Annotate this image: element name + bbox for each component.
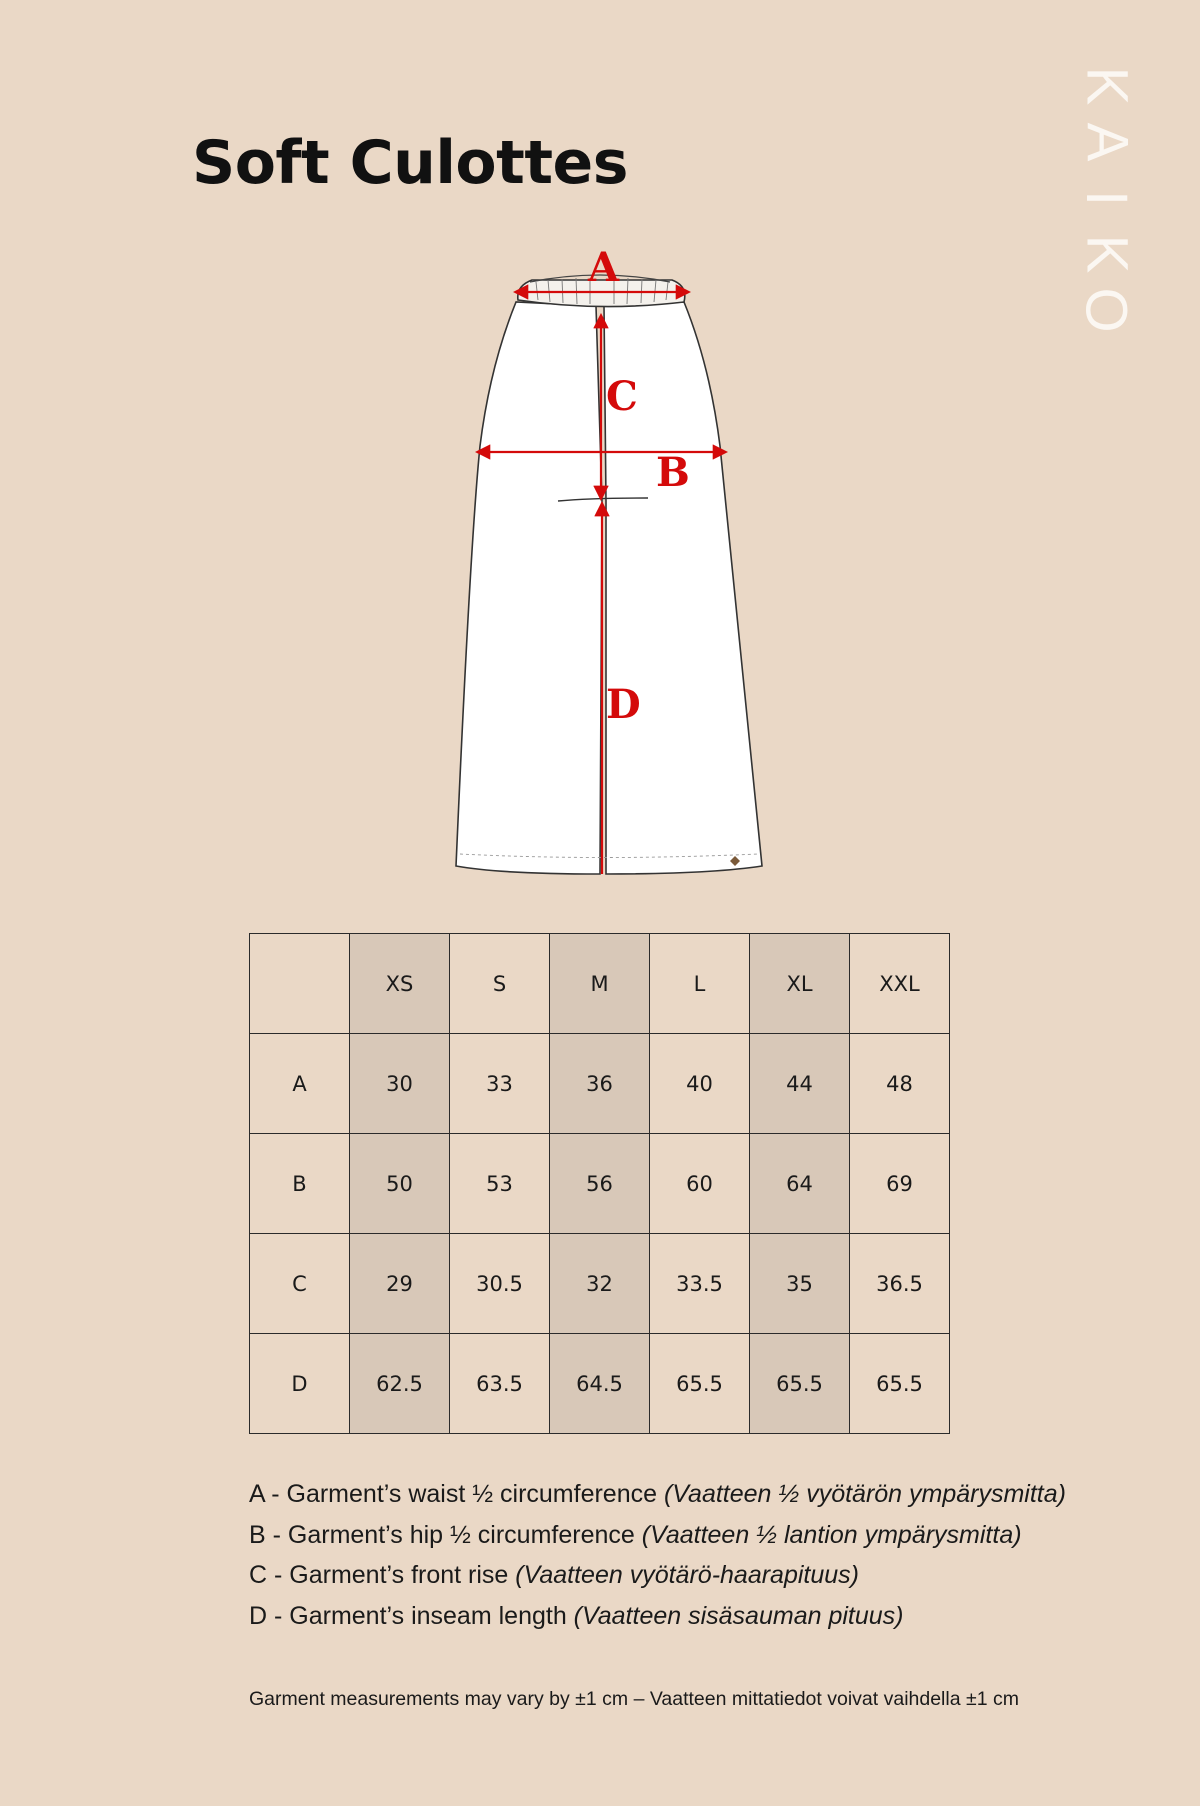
label-c: C bbox=[606, 373, 638, 420]
brand-letter: O bbox=[1074, 287, 1139, 333]
measurement-cell: 33.5 bbox=[650, 1234, 750, 1334]
measurement-cell: 53 bbox=[450, 1134, 550, 1234]
size-header-cell: S bbox=[450, 934, 550, 1034]
measurement-cell: 29 bbox=[350, 1234, 450, 1334]
left-leg-shape bbox=[456, 302, 602, 874]
table-row bbox=[250, 1334, 950, 1434]
legend-translation: (Vaatteen vyötärö-haarapituus) bbox=[515, 1561, 859, 1589]
brand-letter: A bbox=[1074, 122, 1139, 162]
measurement-cell: 44 bbox=[750, 1034, 850, 1134]
measurement-cell: 33 bbox=[450, 1034, 550, 1134]
culottes-drawing bbox=[420, 246, 780, 886]
legend-translation: (Vaatteen ½ lantion ympärysmitta) bbox=[641, 1520, 1022, 1549]
brand-logo bbox=[1074, 58, 1139, 333]
measurement-cell: 48 bbox=[850, 1034, 950, 1134]
measurement-cell: 64.5 bbox=[550, 1334, 650, 1434]
measurement-cell: 36.5 bbox=[850, 1234, 950, 1334]
row-label-cell: D bbox=[250, 1334, 350, 1434]
legend-item bbox=[249, 1515, 1066, 1556]
size-chart-table bbox=[249, 933, 950, 1434]
measurement-cell: 36 bbox=[550, 1034, 650, 1134]
size-header-cell: XS bbox=[350, 934, 450, 1034]
measurement-cell: 65.5 bbox=[750, 1334, 850, 1434]
legend-text: D - Garment’s inseam length bbox=[249, 1601, 574, 1630]
garment-diagram bbox=[420, 246, 780, 886]
size-header-cell: XXL bbox=[850, 934, 950, 1034]
label-a: A bbox=[588, 246, 620, 291]
measurement-cell: 50 bbox=[350, 1134, 450, 1234]
page-title: Soft Culottes bbox=[192, 128, 628, 198]
size-header-cell: M bbox=[550, 934, 650, 1034]
brand-letter: K bbox=[1074, 66, 1139, 106]
legend-text: B - Garment’s hip ½ circumference bbox=[249, 1520, 642, 1549]
table-row bbox=[250, 1234, 950, 1334]
legend-translation: (Vaatteen sisäsauman pituus) bbox=[573, 1601, 904, 1630]
measurement-cell: 30.5 bbox=[450, 1234, 550, 1334]
measurement-cell: 62.5 bbox=[350, 1334, 450, 1434]
table-row bbox=[250, 1134, 950, 1234]
size-header-cell: XL bbox=[750, 934, 850, 1034]
measurement-legend bbox=[249, 1474, 1066, 1636]
header-corner-cell bbox=[250, 934, 350, 1034]
legend-item bbox=[249, 1596, 1066, 1637]
row-label-cell: A bbox=[250, 1034, 350, 1134]
measurement-cell: 40 bbox=[650, 1034, 750, 1134]
table-row bbox=[250, 1034, 950, 1134]
measurement-cell: 32 bbox=[550, 1234, 650, 1334]
legend-item bbox=[249, 1555, 1066, 1596]
brand-letter: I bbox=[1074, 189, 1139, 207]
measurement-cell: 64 bbox=[750, 1134, 850, 1234]
measurement-cell: 60 bbox=[650, 1134, 750, 1234]
measurement-cell: 56 bbox=[550, 1134, 650, 1234]
measurement-cell: 63.5 bbox=[450, 1334, 550, 1434]
measurement-cell: 65.5 bbox=[850, 1334, 950, 1434]
label-d: D bbox=[606, 681, 641, 728]
measurement-note: Garment measurements may vary by ±1 cm – Vaatteen mittatiedot voivat vaihdella ±1 cm bbox=[249, 1688, 1019, 1710]
legend-translation: (Vaatteen ½ vyötärön ympärysmitta) bbox=[663, 1480, 1066, 1508]
size-header-cell: L bbox=[650, 934, 750, 1034]
legend-item bbox=[249, 1474, 1066, 1515]
legend-text: A - Garment’s waist ½ circumference bbox=[249, 1480, 664, 1508]
measurement-cell: 69 bbox=[850, 1134, 950, 1234]
measurement-cell: 30 bbox=[350, 1034, 450, 1134]
label-b: B bbox=[656, 449, 690, 496]
measurement-cell: 65.5 bbox=[650, 1334, 750, 1434]
measurement-cell: 35 bbox=[750, 1234, 850, 1334]
row-label-cell: C bbox=[250, 1234, 350, 1334]
brand-letter: K bbox=[1074, 234, 1139, 274]
row-label-cell: B bbox=[250, 1134, 350, 1234]
legend-text: C - Garment’s front rise bbox=[249, 1561, 516, 1589]
table-header-row bbox=[250, 934, 950, 1034]
